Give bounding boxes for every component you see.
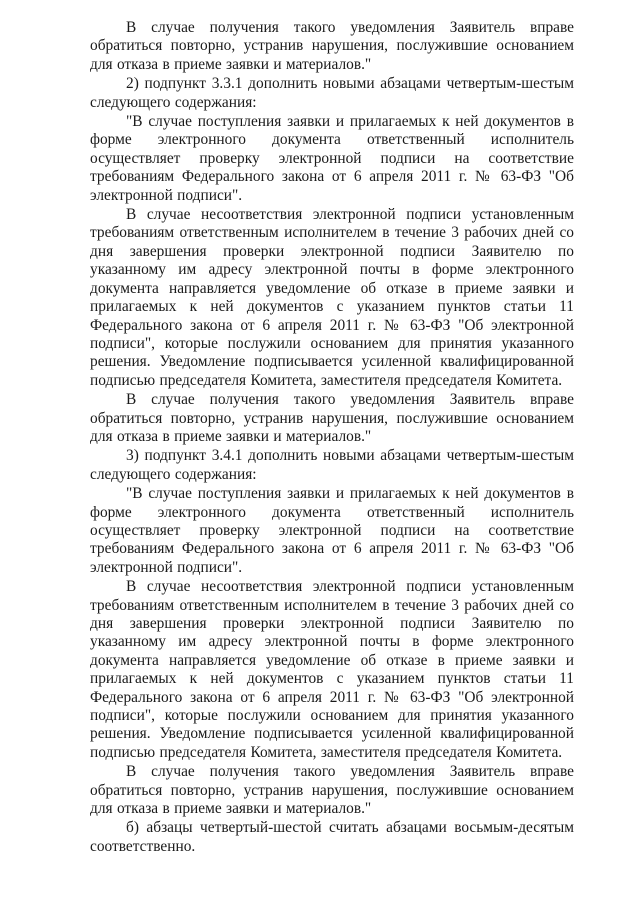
paragraph: В случае получения такого уведомления Заявитель вправе обратиться повторно, устранив нарушения, послужившие основанием для отказа в приеме заявки и материалов." bbox=[90, 763, 574, 818]
paragraph: В случае получения такого уведомления Заявитель вправе обратиться повторно, устранив нарушения, послужившие основанием для отказа в приеме заявки и материалов." bbox=[90, 19, 574, 73]
paragraph: "В случае поступления заявки и прилагаемых к ней документов в форме электронного документа ответственный исполнитель осуществляет проверку электронной подписи на соответствие требованиям Федерального закона от 6 апреля 2011 г. № 63-ФЗ "Об электронной подписи". bbox=[90, 113, 574, 204]
paragraph: В случае несоответствия электронной подписи установленным требованиям ответственным исполнителем в течение 3 рабочих дней со дня завершения проверки электронной подписи Заявителю по указанному им адресу электронной почты в форме электронного документа направляется уведомление об отказе в приеме заявки и прилагаемых к ней документов с указанием пунктов статьи 11 Федерального закона от 6 апреля 2011 г. № 63-ФЗ "Об электронной подписи", которые послужили основанием для принятия указанного решения. Уведомление подписывается усиленной квалифицированной подписью председателя Комитета, заместителя председателя Комитета. bbox=[90, 206, 574, 389]
paragraph: б) абзацы четвертый-шестой считать абзацами восьмым-десятым соответственно. bbox=[90, 819, 574, 855]
paragraph: В случае несоответствия электронной подписи установленным требованиям ответственным исполнителем в течение 3 рабочих дней со дня завершения проверки электронной подписи Заявителю по указанному им адресу электронной почты в форме электронного документа направляется уведомление об отказе в приеме заявки и прилагаемых к ней документов с указанием пунктов статьи 11 Федерального закона от 6 апреля 2011 г. № 63-ФЗ "Об электронной подписи", которые послужили основанием для принятия указанного решения. Уведомление подписывается усиленной квалифицированной подписью председателя Комитета, заместителя председателя Комитета. bbox=[90, 578, 574, 761]
paragraph: 3) подпункт 3.4.1 дополнить новыми абзацами четвертым-шестым следующего содержания: bbox=[90, 447, 574, 483]
paragraph: 2) подпункт 3.3.1 дополнить новыми абзацами четвертым-шестым следующего содержания: bbox=[90, 75, 574, 111]
paragraph: В случае получения такого уведомления Заявитель вправе обратиться повторно, устранив нарушения, послужившие основанием для отказа в приеме заявки и материалов." bbox=[90, 391, 574, 445]
paragraph: "В случае поступления заявки и прилагаемых к ней документов в форме электронного документа ответственный исполнитель осуществляет проверку электронной подписи на соответствие требованиям Федерального закона от 6 апреля 2011 г. № 63-ФЗ "Об электронной подписи". bbox=[90, 485, 574, 576]
